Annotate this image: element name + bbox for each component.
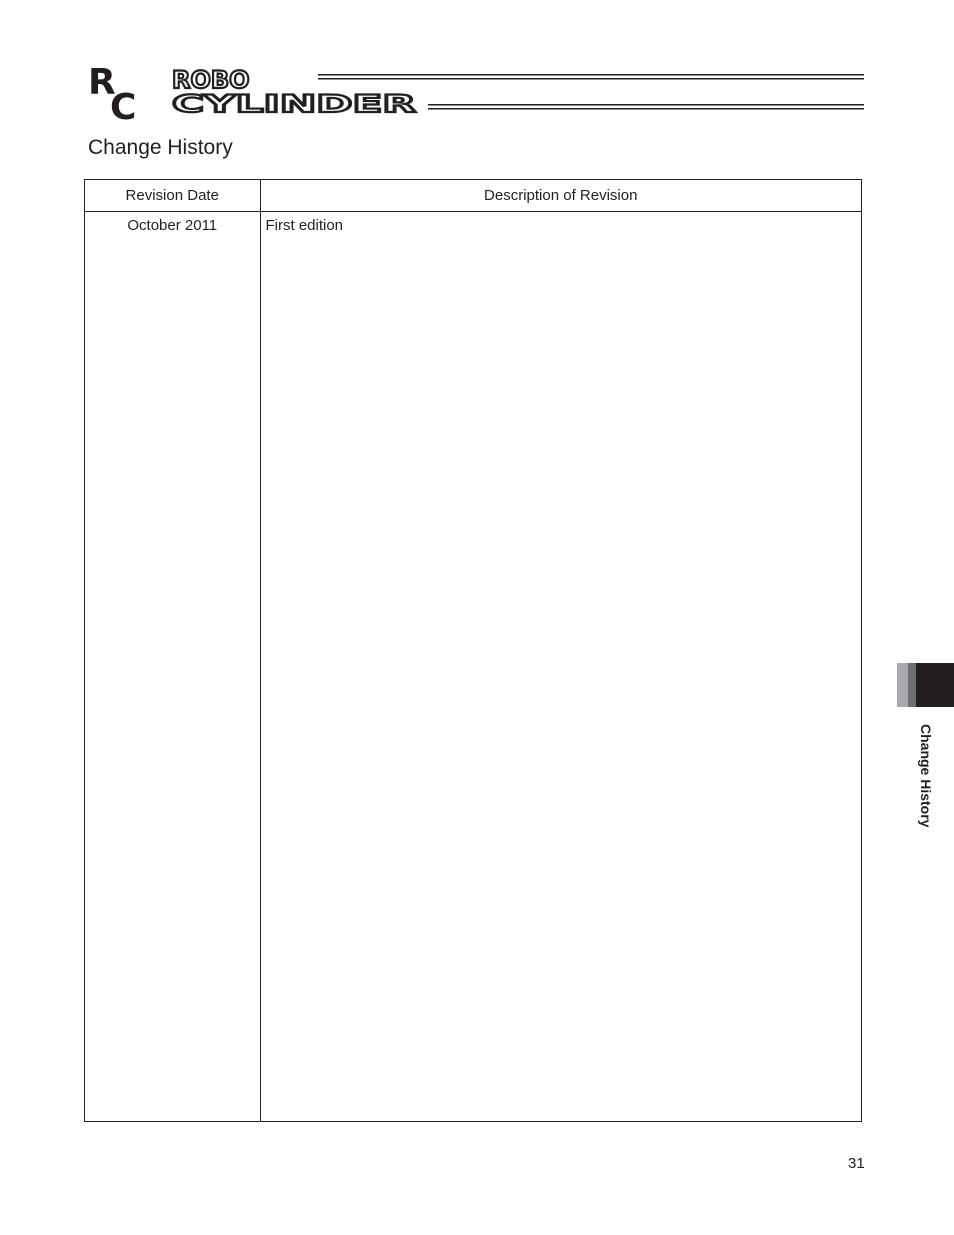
chapter-tab-marker [897,663,954,707]
column-header-revision-date: Revision Date [85,180,260,212]
side-tab-label: Change History [918,724,934,828]
change-history-table [84,179,862,1122]
page-number: 31 [848,1155,865,1172]
logo-word-cylinder: CYLINDER [172,90,416,118]
logo-monogram-c: C [110,87,137,120]
header-rule-top [318,74,864,80]
table-header-row [85,180,861,212]
tab-stripe-mid [908,663,916,707]
revision-description-cell: First edition [260,212,861,1122]
tab-block-dark [916,663,954,707]
column-header-description: Description of Revision [260,180,861,212]
revision-date-cell: October 2011 [85,212,260,1122]
logo-monogram-r: R [88,64,116,103]
robo-cylinder-logo [86,64,866,120]
header-rule-bottom [428,104,864,110]
page-title: Change History [88,136,233,159]
table-row [85,212,861,1122]
tab-stripe-light [897,663,908,707]
logo-word-robo: ROBO [172,66,250,94]
